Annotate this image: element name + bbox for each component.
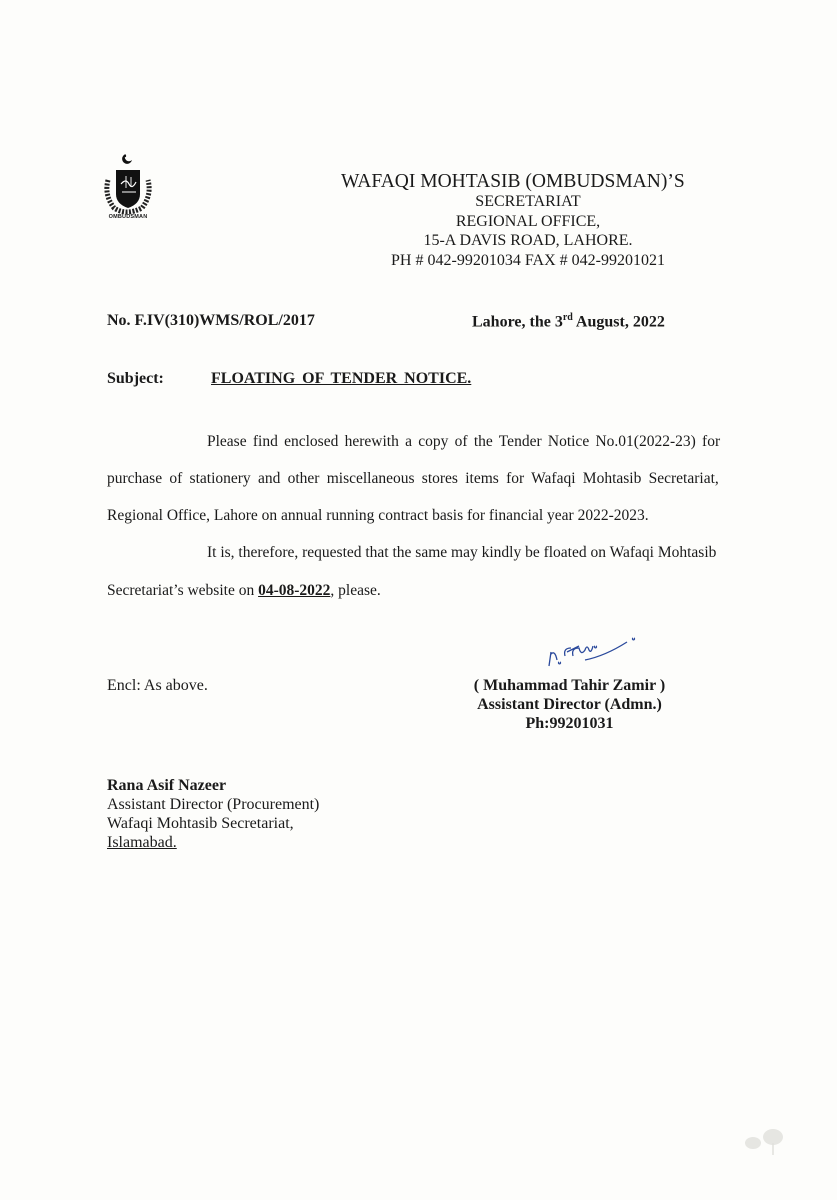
date-suffix: August, 2022 bbox=[572, 313, 665, 331]
website-date: 04-08-2022 bbox=[258, 582, 331, 599]
body-line: Regional Office, Lahore on annual running contract basis for financial year 2022-2023. bbox=[107, 507, 649, 524]
body-text: Secretariat’s website on bbox=[107, 582, 259, 599]
ombudsman-emblem-icon bbox=[96, 150, 160, 222]
paper-stain bbox=[735, 1125, 795, 1160]
signatory-phone: Ph:99201031 bbox=[525, 715, 614, 732]
letterhead-line-secretariat: SECRETARIAT bbox=[475, 193, 581, 210]
letterhead-contact: PH # 042-99201034 FAX # 042-99201021 bbox=[391, 252, 665, 269]
subject-label: Subject: bbox=[107, 370, 164, 387]
letter-date bbox=[472, 312, 665, 331]
signatory-designation: Assistant Director (Admn.) bbox=[477, 696, 662, 713]
org-name: WAFAQI MOHTASIB (OMBUDSMAN)’S bbox=[341, 171, 685, 192]
letterhead-line-office: REGIONAL OFFICE, bbox=[455, 213, 601, 230]
letterhead-address: 15-A DAVIS ROAD, LAHORE. bbox=[423, 232, 633, 249]
body-line: purchase of stationery and other miscellaneous stores items for Wafaqi Mohtasib Secretariat, bbox=[107, 470, 719, 487]
handwritten-signature bbox=[545, 626, 640, 670]
body-line: It is, therefore, requested that the same may kindly be floated on Wafaqi Mohtasib bbox=[207, 544, 717, 561]
addressee-designation: Assistant Director (Procurement) bbox=[107, 796, 320, 813]
subject-text: FLOATING OF TENDER NOTICE. bbox=[211, 370, 472, 387]
body-line: Please find enclosed herewith a copy of the Tender Notice No.01(2022-23) for bbox=[207, 433, 721, 450]
addressee-org: Wafaqi Mohtasib Secretariat, bbox=[107, 815, 294, 832]
emblem-caption: OMBUDSMAN bbox=[108, 214, 148, 220]
reference-number: No. F.IV(310)WMS/ROL/2017 bbox=[107, 312, 315, 329]
signatory-name: ( Muhammad Tahir Zamir ) bbox=[473, 677, 666, 694]
addressee-name: Rana Asif Nazeer bbox=[107, 777, 227, 794]
enclosure-note: Encl: As above. bbox=[107, 677, 208, 694]
body-text: , please. bbox=[330, 582, 381, 599]
addressee-city: Islamabad. bbox=[107, 834, 177, 851]
date-ordinal: rd bbox=[562, 312, 573, 323]
body-line bbox=[107, 582, 381, 600]
date-prefix: Lahore, the 3 bbox=[472, 313, 563, 331]
